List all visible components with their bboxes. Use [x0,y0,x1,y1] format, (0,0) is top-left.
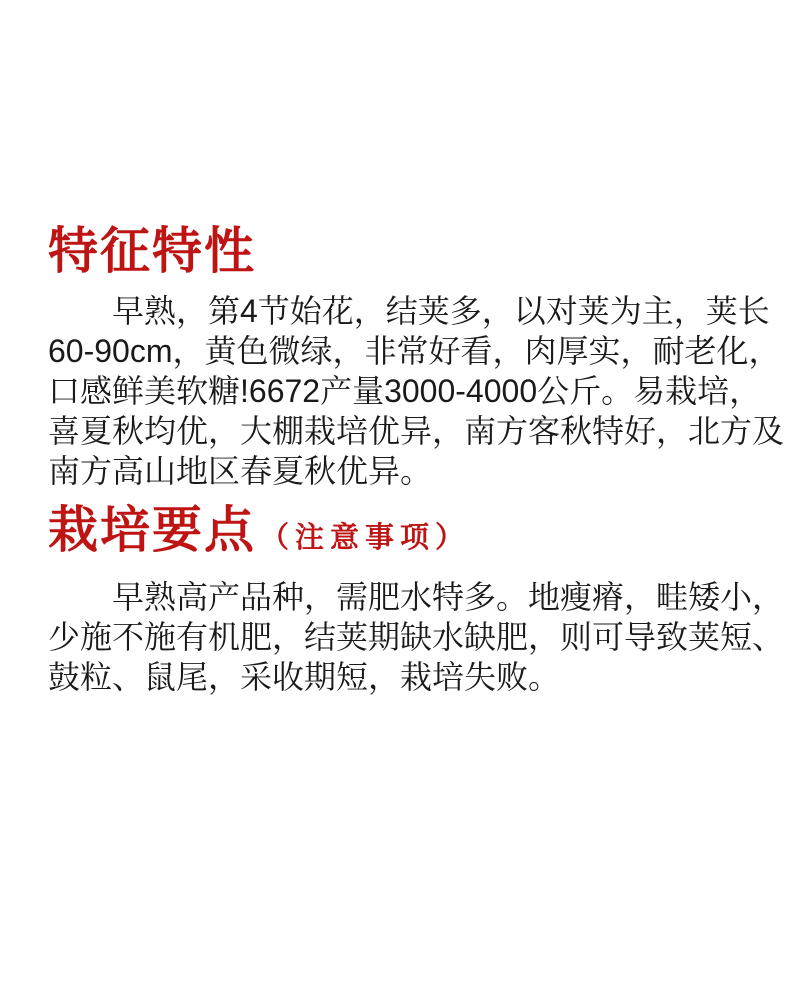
section-title-text: 特征特性 [48,223,256,279]
text-line: 鼓粒、鼠尾，采收期短，栽培失败。 [48,659,561,695]
section-title-characteristics [48,224,768,278]
text-line: 口感鲜美软糖!6672产量3000-4000公斤。易栽培， [48,373,762,409]
text-line: 早熟，第4节始花，结荚多，以对荚为主，荚长 [112,293,770,329]
text-line: 早熟高产品种，需肥水特多。地瘦瘠，畦矮小， [112,579,785,615]
section-subtitle-text: （注意事项） [260,522,471,554]
text-line: 南方高山地区春夏秋优异。 [48,453,433,489]
text-line: 60-90cm，黄色微绿，非常好看，肉厚实，耐老化， [48,333,781,369]
text-line: 喜夏秋均优，大棚栽培优异，南方客秋特好，北方及 [48,413,785,449]
section-title-cultivation [48,503,768,565]
text-line: 少施不施有机肥，结荚期缺水缺肥，则可导致荚短、 [48,619,785,655]
characteristics-paragraph [48,291,785,491]
cultivation-paragraph [48,577,785,697]
section-title-text: 栽培要点 [48,502,256,558]
